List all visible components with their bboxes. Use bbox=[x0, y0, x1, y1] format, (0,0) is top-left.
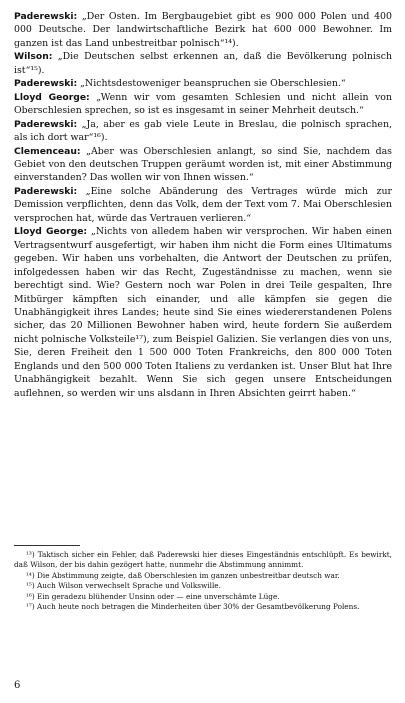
speech-text: „Aber was Oberschlesien anlangt, so sind Sie, nachdem das Gebiet von den deutschen Truppen geräumt worden ist, mit einer Abstimmung einverstanden? Das wollen wir von Ihnen wissen.“ bbox=[14, 145, 392, 184]
footnote: ¹⁶) Ein geradezu blühender Unsinn oder — eine unverschämte Lüge. bbox=[26, 591, 280, 601]
dialogue-paragraph bbox=[14, 185, 392, 225]
speaker-name: Wilson: bbox=[14, 51, 53, 63]
dialogue-paragraph bbox=[14, 77, 392, 90]
speech-text: „Der Osten. Im Bergbaugebiet gibt es 900 000 Polen und 400 000 Deutsche. Der landwirtschaftliche Bezirk hat 600 000 Bewohner. Im ganzen ist das Land unbestreitbar polnisch“¹⁴). bbox=[14, 11, 392, 49]
dialogue-paragraph bbox=[14, 118, 392, 145]
speaker-name: Paderewski: bbox=[14, 185, 78, 197]
dialogue-text bbox=[14, 10, 392, 400]
page-number: 6 bbox=[14, 680, 21, 691]
speaker-name: Lloyd George: bbox=[14, 91, 90, 103]
footnote: ¹⁷) Auch heute noch betragen die Minderheiten über 30% der Gesamtbevölkerung Polens. bbox=[26, 602, 360, 612]
speech-text: „Wenn wir vom gesamten Schlesien und nicht allein von Oberschlesien sprechen, so ist es insgesamt in seiner Mehrheit deutsch.“ bbox=[14, 91, 392, 117]
footnote-divider bbox=[14, 545, 80, 546]
speech-text: „Die Deutschen selbst erkennen an, daß die Bevölkerung polnisch ist“¹⁵). bbox=[14, 51, 392, 76]
speech-text: „Eine solche Abänderung des Vertrages würde mich zur Demission verpflichten, denn das Volk, dem der Text vom 7. Mai Oberschlesien versprochen hat, würde das Vertrauen verlieren.“ bbox=[14, 185, 392, 224]
dialogue-paragraph bbox=[14, 145, 392, 185]
speaker-name: Clemenceau: bbox=[14, 145, 81, 157]
footnote: ¹⁵) Auch Wilson verwechselt Sprache und Volkswille. bbox=[26, 581, 221, 591]
speaker-name: Paderewski: bbox=[14, 11, 78, 22]
dialogue-paragraph bbox=[14, 225, 392, 400]
footnote: ¹⁴) Die Abstimmung zeigte, daß Oberschlesien im ganzen unbestreitbar deutsch war. bbox=[26, 570, 340, 580]
dialogue-paragraph bbox=[14, 50, 392, 77]
speaker-name: Paderewski: bbox=[14, 118, 78, 130]
footnotes bbox=[14, 550, 392, 612]
speech-text: „Nichts von alledem haben wir versprochen. Wir haben einen Vertragsentwurf ausgefertigt, wir haben ihm nicht die Form eines Ultimatums gegeben. Wir haben uns vorbehalten, die Antwort der Deutschen zu prüfen, infolgedessen haben wir das Recht, Zugeständnisse zu machen, wenn sie berechtigt sind. Wie? Gestern noch war Polen in drei Teile gespalten, Ihre Mitbürger kämpften sich einander, und alle kämpfen sie gegen die Unabhängigkeit ihres Landes; heute sind Sie eines wiedererstandenen Polens sicher, das 20 Millionen Bewohner haben wird, heute fordern Sie außerdem nicht polnische Volksteile¹⁷), zum Beispiel Galizien. Sie verlangen dies von uns, Sie, deren Freiheit den 1 500 000 Toten Frankreichs, den 800 000 Toten Englands und den 500 000 Toten Italiens zu verdanken ist. Unser Blut hat Ihre Unabhängigkeit bezahlt. Wenn Sie sich gegen unsere Entscheidungen auflehnen, so werden wir uns alsdann in Ihren Absichten geirrt haben.“ bbox=[14, 226, 392, 399]
dialogue-paragraph bbox=[14, 91, 392, 118]
speech-text: „Ja, aber es gab viele Leute in Breslau, die polnisch sprachen, als ich dort war“¹⁶). bbox=[14, 118, 392, 144]
footnote: ¹³) Taktisch sicher ein Fehler, daß Paderewski hier dieses Eingeständnis entschlüpft. Es bewirkt, daß Wilson, der bis dahin gezögert hatte, nunmehr die Abstimmung annimmt. bbox=[14, 550, 392, 570]
speaker-name: Paderewski: bbox=[14, 78, 78, 90]
speech-text: „Nichtsdestoweniger beanspruchen sie Oberschlesien.“ bbox=[77, 78, 346, 90]
dialogue-paragraph bbox=[14, 10, 392, 50]
speaker-name: Lloyd George: bbox=[14, 226, 88, 238]
